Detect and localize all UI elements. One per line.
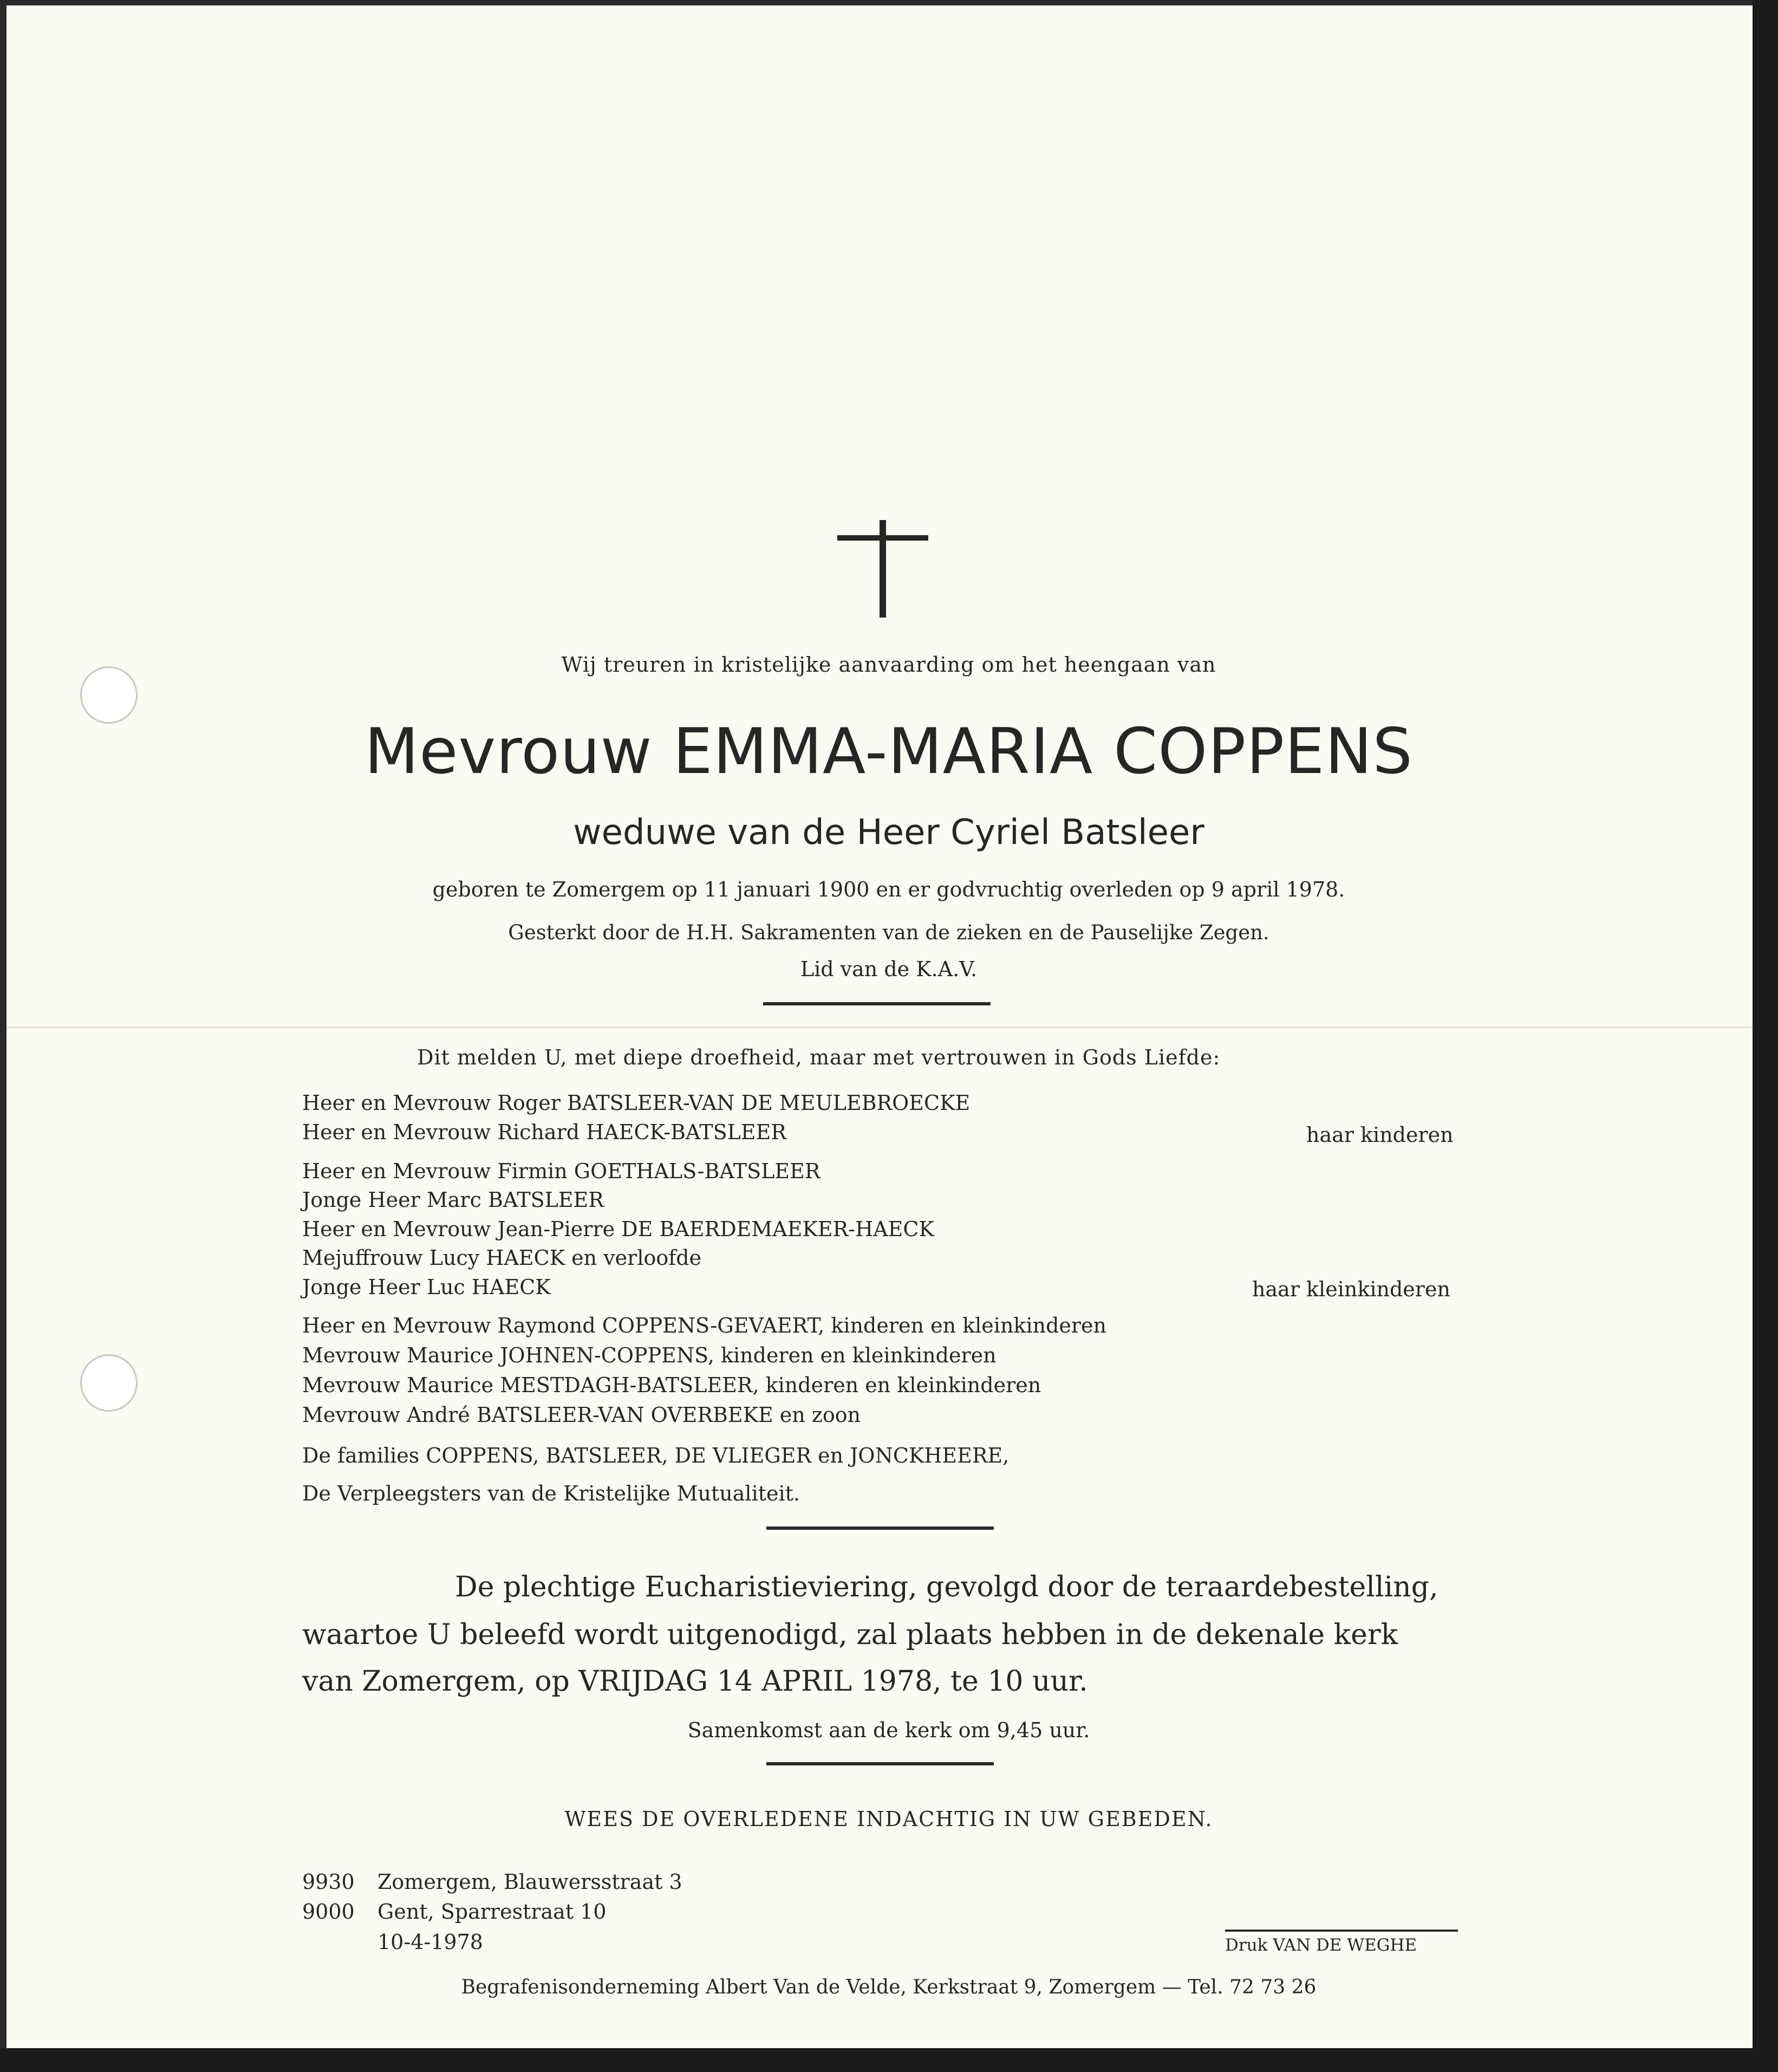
cross-icon [834, 515, 932, 623]
nurses-line: De Verpleegsters van de Kristelijke Mutualiteit. [302, 1482, 800, 1505]
list-item: Mevrouw Maurice MESTDAGH-BATSLEER, kinderen en kleinkinderen [302, 1373, 1041, 1397]
list-item: Heer en Mevrouw Richard HAECK-BATSLEER [302, 1120, 786, 1144]
grandchildren-label: haar kleinkinderen [1252, 1277, 1450, 1301]
families-line: De families COPPENS, BATSLEER, DE VLIEGER en JONCKHEERE, [302, 1444, 1010, 1467]
list-item: Jonge Heer Marc BATSLEER [302, 1188, 604, 1212]
list-item: Heer en Mevrouw Firmin GOETHALS-BATSLEER [302, 1159, 820, 1183]
list-item: Mevrouw André BATSLEER-VAN OVERBEKE en zoon [302, 1403, 861, 1427]
list-item: Mejuffrouw Lucy HAECK en verloofde [302, 1246, 702, 1270]
spouse-line: weduwe van de Heer Cyriel Batsleer [573, 813, 1204, 853]
postcode: 9930 [302, 1870, 355, 1894]
ceremony-line-1: De plechtige Eucharistieviering, gevolgd door de teraardebestelling, [455, 1571, 1438, 1603]
punch-hole-top [80, 666, 138, 724]
sacraments-line: Gesterkt door de H.H. Sakramenten van de zieken en de Pauselijke Zegen. [508, 921, 1269, 944]
ceremony-line-2: waartoe U beleefd wordt uitgenodigd, zal plaats hebben in de dekenale kerk [302, 1619, 1398, 1651]
punch-hole-bottom [80, 1354, 138, 1412]
separator-rule-1 [763, 1002, 991, 1005]
printer-rule [1225, 1930, 1458, 1932]
membership-line: Lid van de K.A.V. [800, 957, 978, 981]
list-item: Heer en Mevrouw Roger BATSLEER-VAN DE MEULEBROECKE [302, 1091, 971, 1115]
mourning-border-left [0, 0, 6, 2072]
separator-rule-2 [766, 1527, 994, 1530]
birth-death-line: geboren te Zomergem op 11 januari 1900 en er godvruchtig overleden op 9 april 1978. [432, 878, 1345, 901]
fold-line [6, 1027, 1753, 1028]
mourning-border-right [1753, 0, 1778, 2072]
undertaker-line: Begrafenisonderneming Albert Van de Velde, Kerkstraat 9, Zomergem — Tel. 72 73 26 [461, 1976, 1317, 1998]
postcode: 9000 [302, 1900, 355, 1924]
list-item: Heer en Mevrouw Jean-Pierre DE BAERDEMAEKER-HAECK [302, 1217, 934, 1241]
family-intro: Dit melden U, met diepe droefheid, maar met vertrouwen in Gods Liefde: [417, 1045, 1221, 1069]
printer-credit: Druk VAN DE WEGHE [1225, 1935, 1417, 1955]
children-label: haar kinderen [1306, 1123, 1454, 1147]
deceased-name: Mevrouw EMMA-MARIA COPPENS [364, 715, 1413, 788]
gathering-line: Samenkomst aan de kerk om 9,45 uur. [687, 1718, 1090, 1742]
list-item: Heer en Mevrouw Raymond COPPENS-GEVAERT, kinderen en kleinkinderen [302, 1314, 1107, 1337]
list-item: Mevrouw Maurice JOHNEN-COPPENS, kinderen en kleinkinderen [302, 1343, 997, 1367]
notice-date: 10-4-1978 [377, 1930, 483, 1954]
separator-rule-3 [766, 1762, 994, 1765]
mourning-border-top [0, 0, 1778, 5]
address: Zomergem, Blauwersstraat 3 [377, 1870, 682, 1894]
intro-text: Wij treuren in kristelijke aanvaarding om het heengaan van [561, 653, 1216, 677]
address: Gent, Sparrestraat 10 [377, 1900, 607, 1924]
list-item: Jonge Heer Luc HAECK [302, 1275, 551, 1299]
mourning-border-bottom [0, 2048, 1778, 2072]
prayer-line: WEES DE OVERLEDENE INDACHTIG IN UW GEBEDEN. [564, 1807, 1213, 1831]
ceremony-line-3: van Zomergem, op VRIJDAG 14 APRIL 1978, te 10 uur. [302, 1665, 1088, 1698]
